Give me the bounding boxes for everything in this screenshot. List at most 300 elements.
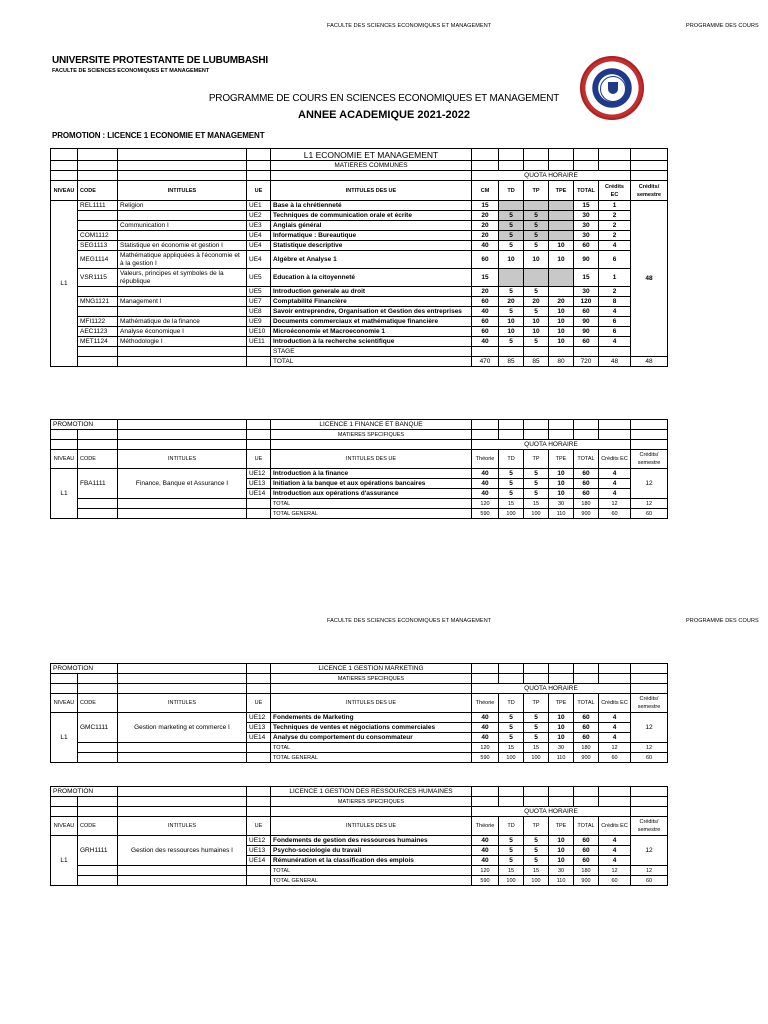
tpe-hours: 10 [549,307,574,317]
running-header-faculty-p2: FACULTE DES SCIENCES ECONOMIQUES ET MANAGEMENT [327,618,492,624]
ue-code: UE12 [247,469,271,479]
ue-title: Education à la citoyenneté [271,269,472,287]
grand-sem: 60 [631,876,668,886]
ue-title: Introduction aux opérations d'assurance [271,489,472,499]
table-row [51,221,668,231]
total-theory: 120 [472,866,499,876]
specific-table [50,419,668,519]
col-cm: CM [472,181,499,201]
cm-hours: 60 [472,317,499,327]
table-row [51,307,668,317]
td-hours: 5 [499,231,524,241]
cm-hours: 40 [472,307,499,317]
ue-title: Techniques de communication orale et écrite [271,211,472,221]
course-title: Analyse économique I [118,327,247,337]
ue-title: Introduction à la recherche scientifique [271,337,472,347]
total-sem: 48 [631,357,668,367]
running-header-program-p2: PROGRAMME DES COURS [686,618,759,624]
ue-code: UE8 [247,307,271,317]
col-intitules: INTITULES [118,450,247,469]
table-row [51,231,668,241]
credits-ec: 4 [599,836,631,846]
program-title: PROGRAMME DE COURS EN SCIENCES ECONOMIQUES ET MANAGEMENT [208,93,560,104]
total-hours: 60 [574,479,599,489]
ue-code: UE12 [247,713,271,723]
credits-ec: 6 [599,327,631,337]
total-ec: 12 [599,743,631,753]
course-title: Religion [118,201,247,211]
col-credits-ec: Crédits EC [599,694,631,713]
academic-year: ANNEE ACADEMIQUE 2021-2022 [298,109,470,121]
cm-hours: 40 [472,337,499,347]
total-total: 180 [574,866,599,876]
col-intitules: INTITULES [118,817,247,836]
tp-hours: 5 [524,856,549,866]
tp-hours: 5 [524,733,549,743]
ue-code: UE7 [247,297,271,307]
total-ec: 12 [599,866,631,876]
ue-code: UE14 [247,856,271,866]
total-hours: 60 [574,489,599,499]
tpe-hours: 10 [549,479,574,489]
td-hours: 5 [499,733,524,743]
ue-code: UE4 [247,241,271,251]
table-row [51,337,668,347]
tp-hours: 10 [524,327,549,337]
total-row [51,743,668,753]
cm-hours: 20 [472,211,499,221]
course-title: Méthodologie I [118,337,247,347]
ue-code: UE2 [247,211,271,221]
grand-label: TOTAL GENERAL [271,509,472,519]
table-row [51,241,668,251]
ue-title: Base à la chrétienneté [271,201,472,211]
tpe-hours: 10 [549,489,574,499]
course-code: GRH1111 [78,836,118,866]
tp-hours: 5 [524,337,549,347]
total-total: 180 [574,743,599,753]
course-code: MEG1114 [78,251,118,269]
tpe-hours [549,201,574,211]
course-title [118,307,247,317]
course-code: SEG1113 [78,241,118,251]
col-intitules: INTITULES [118,694,247,713]
col-intitules-ue: INTITULES DES UE [271,694,472,713]
credits-ec: 1 [599,269,631,287]
td-hours: 5 [499,713,524,723]
tp-hours: 5 [524,307,549,317]
ue-code: UE14 [247,733,271,743]
credits-ec: 2 [599,231,631,241]
tp-hours: 5 [524,723,549,733]
tpe-hours [549,287,574,297]
total-label: TOTAL [271,499,472,509]
total-hours: 30 [574,287,599,297]
credits-ec: 4 [599,489,631,499]
total-hours: 30 [574,211,599,221]
col-niveau: NIVEAU [51,450,78,469]
tpe-hours: 10 [549,317,574,327]
theory-hours: 40 [472,733,499,743]
ue-title: Rémunération et la classification des emplois [271,856,472,866]
grand-theory: 590 [472,509,499,519]
total-row [51,499,668,509]
course-title [118,287,247,297]
total-total: 720 [574,357,599,367]
total-cm: 470 [472,357,499,367]
ue-code: UE14 [247,489,271,499]
stage-row [51,347,668,357]
grand-tpe: 110 [549,509,574,519]
ue-code: UE12 [247,836,271,846]
theory-hours: 40 [472,836,499,846]
tp-hours: 5 [524,287,549,297]
credits-semester: 12 [631,836,668,866]
tpe-hours [549,221,574,231]
grand-tpe: 110 [549,753,574,763]
stage-label: STAGE [271,347,472,357]
ue-code: UE1 [247,201,271,211]
ue-title: Analyse du comportement du consommateur [271,733,472,743]
tpe-hours: 10 [549,846,574,856]
theory-hours: 40 [472,469,499,479]
col-tpe: TPE [549,817,574,836]
ue-title: Statistique descriptive [271,241,472,251]
td-hours: 5 [499,489,524,499]
col-credits-ec: Crédits EC [599,181,631,201]
credits-ec: 4 [599,723,631,733]
td-hours: 5 [499,307,524,317]
total-row [51,866,668,876]
specific-subtitle: MATIERES SPECIFIQUES [271,674,472,684]
td-hours: 10 [499,251,524,269]
ue-code: UE13 [247,479,271,489]
table-row [51,211,668,221]
course-title: Management I [118,297,247,307]
specific-title: LICENCE 1 GESTION MARKETING [271,664,472,674]
ue-title: Fondements de gestion des ressources humaines [271,836,472,846]
col-total: TOTAL [574,694,599,713]
td-hours: 5 [499,469,524,479]
col-tp: TP [524,694,549,713]
credits-ec: 4 [599,469,631,479]
credits-ec: 6 [599,251,631,269]
col-tp: TP [524,817,549,836]
tp-hours: 5 [524,846,549,856]
ue-title: Introduction generale au droit [271,287,472,297]
promotion-cell: PROMOTION [51,664,118,674]
col-code: CODE [78,694,118,713]
total-ec: 12 [599,499,631,509]
col-td: TD [499,181,524,201]
credits-ec: 2 [599,211,631,221]
cm-hours: 20 [472,231,499,241]
td-hours: 5 [499,287,524,297]
cm-hours: 60 [472,251,499,269]
grand-tp: 100 [524,509,549,519]
niveau-cell: L1 [51,201,78,367]
table-row [51,297,668,307]
col-credits-sem: Crédits/ semestre [631,817,668,836]
grand-ec: 60 [599,753,631,763]
ue-title: Anglais général [271,221,472,231]
ue-title: Documents commerciaux et mathématique financière [271,317,472,327]
credits-ec: 4 [599,733,631,743]
theory-hours: 40 [472,723,499,733]
theory-hours: 40 [472,479,499,489]
course-code: MFI1122 [78,317,118,327]
total-hours: 30 [574,231,599,241]
tpe-hours: 10 [549,713,574,723]
cm-hours: 15 [472,201,499,211]
total-hours: 15 [574,269,599,287]
total-hours: 90 [574,251,599,269]
total-theory: 120 [472,499,499,509]
credits-semester: 12 [631,469,668,499]
total-tpe: 30 [549,743,574,753]
total-hours: 60 [574,836,599,846]
total-hours: 90 [574,327,599,337]
running-header-faculty: FACULTE DES SCIENCES ECONOMIQUES ET MANAGEMENT [327,23,492,29]
col-tpe: TPE [549,181,574,201]
course-code [78,307,118,317]
course-code: MNG1121 [78,297,118,307]
cm-hours: 40 [472,241,499,251]
td-hours: 10 [499,317,524,327]
total-sem: 12 [631,866,668,876]
total-total: 180 [574,499,599,509]
table-row [51,251,668,269]
total-hours: 60 [574,723,599,733]
col-ue: UE [247,694,271,713]
col-niveau: NIVEAU [51,181,78,201]
course-title [118,231,247,241]
col-td: TD [499,450,524,469]
course-title: Gestion marketing et commerce I [118,713,247,743]
grand-total: 900 [574,876,599,886]
grand-total: 900 [574,753,599,763]
col-tpe: TPE [549,694,574,713]
credits-ec: 4 [599,337,631,347]
col-intitules: INTITULES [118,181,247,201]
grand-td: 100 [499,509,524,519]
total-theory: 120 [472,743,499,753]
td-hours: 5 [499,856,524,866]
td-hours: 5 [499,337,524,347]
l1-table-subtitle: MATIERES COMMUNES [271,161,472,171]
col-total: TOTAL [574,181,599,201]
total-hours: 30 [574,221,599,231]
cm-hours: 15 [472,269,499,287]
course-title: Gestion des ressources humaines I [118,836,247,866]
course-title: Finance, Banque et Assurance I [118,469,247,499]
cm-hours: 60 [472,297,499,307]
td-hours: 5 [499,723,524,733]
total-sem: 12 [631,743,668,753]
credits-ec: 1 [599,201,631,211]
total-sem: 12 [631,499,668,509]
specific-table [50,786,668,886]
tpe-hours: 10 [549,241,574,251]
specific-subtitle: MATIERES SPECIFIQUES [271,797,472,807]
grand-tp: 100 [524,876,549,886]
ue-code: UE9 [247,317,271,327]
specific-subtitle: MATIERES SPECIFIQUES [271,430,472,440]
td-hours: 20 [499,297,524,307]
total-hours: 60 [574,337,599,347]
tpe-hours: 10 [549,337,574,347]
cm-hours: 20 [472,221,499,231]
col-total: TOTAL [574,817,599,836]
total-hours: 60 [574,846,599,856]
total-hours: 15 [574,201,599,211]
total-hours: 90 [574,317,599,327]
col-intitules-ue: INTITULES DES UE [271,450,472,469]
table-row [51,327,668,337]
total-tpe: 80 [549,357,574,367]
ue-code: UE4 [247,231,271,241]
td-hours: 5 [499,221,524,231]
total-td: 15 [499,499,524,509]
credits-ec: 8 [599,297,631,307]
grand-tpe: 110 [549,876,574,886]
total-hours: 60 [574,856,599,866]
credits-semester: 48 [631,201,668,357]
grand-sem: 60 [631,753,668,763]
td-hours [499,269,524,287]
ue-code: UE5 [247,269,271,287]
course-title: Mathématique de la finance [118,317,247,327]
col-theorie: Théorie [472,694,499,713]
credits-ec: 2 [599,287,631,297]
l1-common-table [50,148,668,367]
td-hours: 10 [499,327,524,337]
tp-hours: 5 [524,713,549,723]
specific-table [50,663,668,763]
credits-ec: 4 [599,479,631,489]
credits-ec: 2 [599,221,631,231]
grand-row [51,509,668,519]
grand-total: 900 [574,509,599,519]
table-row [51,713,668,723]
total-tpe: 30 [549,866,574,876]
col-theorie: Théorie [472,817,499,836]
total-hours: 120 [574,297,599,307]
ue-title: Psycho-sociologie du travail [271,846,472,856]
tpe-hours: 10 [549,733,574,743]
total-hours: 60 [574,307,599,317]
credits-semester: 12 [631,713,668,743]
total-hours: 60 [574,733,599,743]
col-credits-ec: Crédits EC [599,450,631,469]
td-hours: 5 [499,479,524,489]
tp-hours: 5 [524,231,549,241]
tpe-hours: 10 [549,856,574,866]
table-row [51,836,668,846]
course-title [118,211,247,221]
course-code: MET1124 [78,337,118,347]
tpe-hours: 10 [549,723,574,733]
promotion-label: PROMOTION : LICENCE 1 ECONOMIE ET MANAGEMENT [52,131,265,140]
ue-title: Introduction à la finance [271,469,472,479]
ue-title: Microéconomie et Macroeconomie 1 [271,327,472,337]
total-label: TOTAL [271,357,472,367]
credits-ec: 4 [599,713,631,723]
tpe-hours: 10 [549,836,574,846]
col-code: CODE [78,817,118,836]
td-hours: 5 [499,836,524,846]
grand-tp: 100 [524,753,549,763]
col-td: TD [499,817,524,836]
credits-ec: 4 [599,307,631,317]
credits-ec: 6 [599,317,631,327]
total-row [51,357,668,367]
course-title: Statistique en économie et gestion I [118,241,247,251]
grand-td: 100 [499,876,524,886]
tp-hours: 5 [524,479,549,489]
ue-code: UE11 [247,337,271,347]
col-credits-sem: Crédits/ semestre [631,181,668,201]
tp-hours [524,269,549,287]
total-hours: 60 [574,469,599,479]
table-row [51,269,668,287]
grand-theory: 590 [472,753,499,763]
quota-horaire-header: QUOTA HORAIRE [472,440,631,450]
tp-hours: 10 [524,251,549,269]
tpe-hours [549,211,574,221]
tp-hours: 5 [524,489,549,499]
col-td: TD [499,694,524,713]
tp-hours [524,201,549,211]
tpe-hours: 20 [549,297,574,307]
specific-title: LICENCE 1 GESTION DES RESSOURCES HUMAINES [271,787,472,797]
tpe-hours [549,231,574,241]
quota-horaire-header: QUOTA HORAIRE [472,684,631,694]
course-title: Valeurs, principes et symboles de la république [118,269,247,287]
total-td: 15 [499,743,524,753]
grand-ec: 60 [599,876,631,886]
tp-hours: 5 [524,469,549,479]
ue-code: UE13 [247,723,271,733]
col-niveau: NIVEAU [51,817,78,836]
col-code: CODE [78,450,118,469]
col-tpe: TPE [549,450,574,469]
total-hours: 60 [574,713,599,723]
niveau-cell: L1 [51,836,78,886]
total-label: TOTAL [271,866,472,876]
faculty-name: FACULTE DE SCIENCES ECONOMIQUES ET MANAGEMENT [52,68,210,74]
theory-hours: 40 [472,489,499,499]
tpe-hours [549,269,574,287]
total-hours: 60 [574,241,599,251]
total-tpe: 30 [549,499,574,509]
running-header-program: PROGRAMME DES COURS [686,23,759,29]
ue-code: UE5 [247,287,271,297]
tpe-hours: 10 [549,251,574,269]
ue-title: Savoir entreprendre, Organisation et Gestion des entreprises [271,307,472,317]
col-tp: TP [524,450,549,469]
grand-row [51,753,668,763]
td-hours: 5 [499,211,524,221]
theory-hours: 40 [472,713,499,723]
ue-title: Techniques de ventes et négociations commerciales [271,723,472,733]
table-row [51,317,668,327]
col-credits-sem: Crédits/ semestre [631,450,668,469]
credits-ec: 4 [599,856,631,866]
grand-sem: 60 [631,509,668,519]
grand-td: 100 [499,753,524,763]
col-intitules-ue: INTITULES DES UE [271,817,472,836]
